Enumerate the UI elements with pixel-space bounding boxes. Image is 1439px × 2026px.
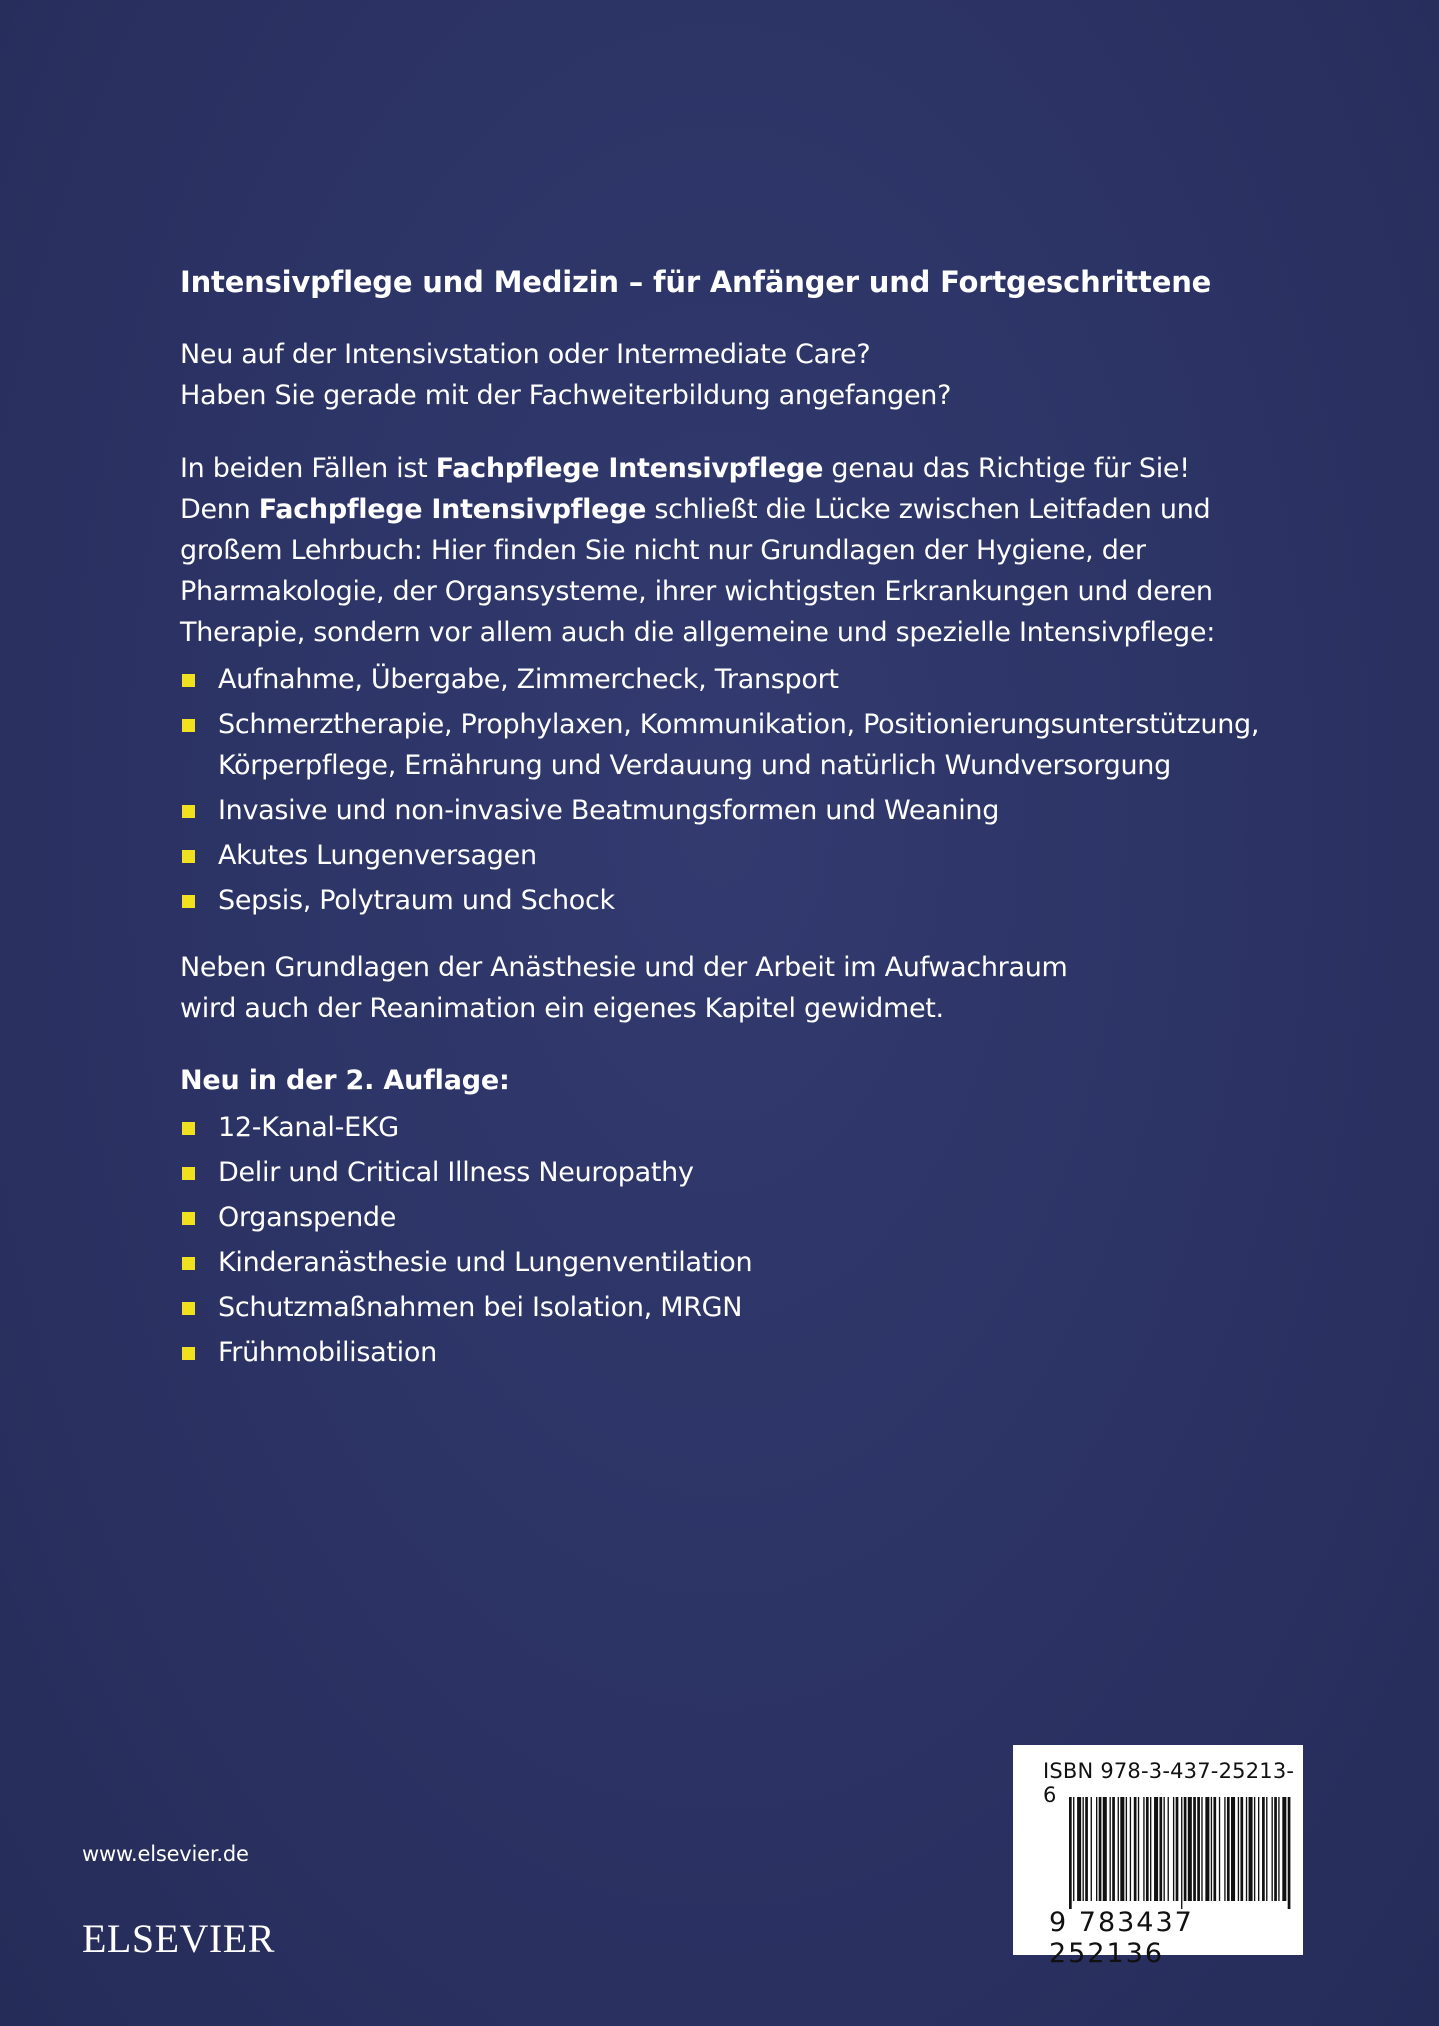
list-item: Invasive und non-invasive Beatmungsformen und Weaning: [180, 790, 1260, 831]
publisher-logo: ELSEVIER: [82, 1916, 275, 1961]
barcode-bar: [1099, 1797, 1102, 1901]
list-item: Schmerztherapie, Prophylaxen, Kommunikation, Positionierungsunterstützung, Körperpflege, Ernährung und Verdauung und natürlich Wundversorgung: [180, 704, 1260, 786]
barcode-bar: [1143, 1797, 1144, 1901]
list-item: 12-Kanal-EKG: [180, 1107, 1260, 1148]
intro-line: Haben Sie gerade mit der Fachweiterbildung angefangen?: [180, 380, 952, 411]
text-run: genau das Richtige für Sie! Denn: [180, 453, 1190, 525]
barcode-bar: [1077, 1797, 1081, 1901]
barcode-bar: [1266, 1797, 1267, 1901]
barcode-bar: [1193, 1797, 1196, 1901]
bullet-square-icon: [182, 1212, 195, 1225]
new-edition-heading: Neu in der 2. Auflage:: [180, 1065, 510, 1096]
barcode-bar: [1154, 1797, 1158, 1901]
book-title-bold: Fachpflege Intensivpflege: [435, 453, 824, 484]
barcode-bar: [1188, 1797, 1192, 1901]
barcode-bar: [1288, 1797, 1291, 1909]
barcode-digits: 9 783437 252136: [1049, 1907, 1194, 1969]
barcode-bar: [1278, 1797, 1279, 1901]
barcode-bar: [1184, 1797, 1187, 1901]
back-cover-content: [180, 262, 1260, 1399]
barcode-bar: [1238, 1797, 1239, 1901]
new-edition-list: [180, 1107, 1260, 1373]
bullet-square-icon: [182, 1347, 195, 1360]
barcode-bar: [1246, 1797, 1247, 1901]
barcode-bar: [1197, 1797, 1200, 1901]
barcode-bar: [1168, 1797, 1169, 1901]
topics-list: [180, 659, 1260, 921]
list-item: Kinderanästhesie und Lungenventilation: [180, 1242, 1260, 1283]
barcode-bar: [1224, 1797, 1225, 1901]
barcode-bar: [1110, 1797, 1111, 1901]
intro-line: Neu auf der Intensivstation oder Intermediate Care?: [180, 339, 871, 370]
barcode-bar: [1146, 1797, 1149, 1901]
barcode-bar: [1069, 1797, 1072, 1909]
barcode-bar: [1282, 1797, 1286, 1901]
book-title-bold: Fachpflege Intensivpflege: [258, 494, 647, 525]
bullet-square-icon: [182, 1257, 195, 1270]
barcode-bar: [1112, 1797, 1115, 1901]
barcode-bar: [1211, 1797, 1212, 1901]
barcode-bar: [1159, 1797, 1162, 1901]
barcode-bar: [1096, 1797, 1097, 1901]
paragraph-line: Neben Grundlagen der Anästhesie und der Arbeit im Aufwachraum: [180, 952, 1068, 983]
paragraph-line: wird auch der Reanimation ein eigenes Kapitel gewidmet.: [180, 993, 944, 1024]
bullet-square-icon: [182, 850, 195, 863]
bullet-square-icon: [182, 674, 195, 687]
barcode-bar: [1134, 1797, 1137, 1901]
barcode-bar: [1073, 1797, 1074, 1901]
barcode-bar: [1240, 1797, 1243, 1901]
barcode-bar: [1205, 1797, 1209, 1901]
barcode-bar: [1262, 1797, 1265, 1901]
barcode-bar: [1213, 1797, 1216, 1901]
bullet-square-icon: [182, 1167, 195, 1180]
list-item: Organspende: [180, 1197, 1260, 1238]
text-run: In beiden Fällen ist: [180, 453, 436, 484]
bullet-square-icon: [182, 719, 195, 732]
barcode-bar: [1227, 1797, 1230, 1901]
barcode-bar: [1231, 1797, 1235, 1901]
barcode-bar: [1173, 1797, 1174, 1901]
barcode-bar: [1258, 1797, 1259, 1901]
headline: Intensivpflege und Medizin – für Anfänger und Fortgeschrittene: [180, 265, 1212, 299]
barcode-bar: [1249, 1797, 1253, 1901]
barcode-bar: [1164, 1797, 1165, 1901]
barcode-bar: [1103, 1797, 1107, 1901]
bullet-square-icon: [182, 1302, 195, 1315]
barcode-bar: [1272, 1797, 1273, 1901]
barcode-bar: [1181, 1797, 1182, 1909]
list-item: Sepsis, Polytraum und Schock: [180, 880, 1260, 921]
description-paragraph: [180, 448, 1260, 653]
publisher-url[interactable]: www.elsevier.de: [82, 1842, 249, 1866]
barcode-bar: [1150, 1797, 1151, 1901]
list-item: Delir und Critical Illness Neuropathy: [180, 1152, 1260, 1193]
barcode-bar: [1176, 1797, 1179, 1901]
barcode-bar: [1254, 1797, 1255, 1901]
bullet-square-icon: [182, 805, 195, 818]
barcode-bar: [1219, 1797, 1220, 1901]
list-item: Schutzmaßnahmen bei Isolation, MRGN: [180, 1287, 1260, 1328]
anesthesia-paragraph: [180, 947, 1260, 1029]
bullet-square-icon: [182, 895, 195, 908]
barcode-bar: [1274, 1797, 1277, 1901]
list-item: Aufnahme, Übergabe, Zimmercheck, Transport: [180, 659, 1260, 700]
barcode-bar: [1130, 1797, 1131, 1901]
barcode-bar: [1085, 1797, 1088, 1901]
barcode-icon: [1069, 1797, 1291, 1909]
list-item: Frühmobilisation: [180, 1332, 1260, 1373]
barcode-bar: [1091, 1797, 1092, 1901]
barcode-box: [1013, 1745, 1303, 1969]
list-item: Akutes Lungenversagen: [180, 835, 1260, 876]
text-run: schließt die Lücke zwischen Leitfaden und großem Lehrbuch: Hier finden Sie nicht nur Grundlagen der Hygiene, der Pharmakologie, der Organsysteme, ihrer wichtigsten Erkrankungen und deren Therapie, sondern vor allem auch die allgemeine und spezielle Intensivpflege:: [180, 494, 1216, 648]
barcode-bar: [1120, 1797, 1124, 1901]
barcode-bar: [1201, 1797, 1202, 1901]
isbn-label: ISBN 978-3-437-25213-6: [1043, 1759, 1295, 1807]
barcode-bar: [1126, 1797, 1127, 1901]
barcode-bar: [1083, 1797, 1084, 1901]
intro-paragraph: [180, 334, 1260, 416]
barcode-bar: [1118, 1797, 1119, 1901]
bullet-square-icon: [182, 1122, 195, 1135]
barcode-bar: [1138, 1797, 1139, 1901]
